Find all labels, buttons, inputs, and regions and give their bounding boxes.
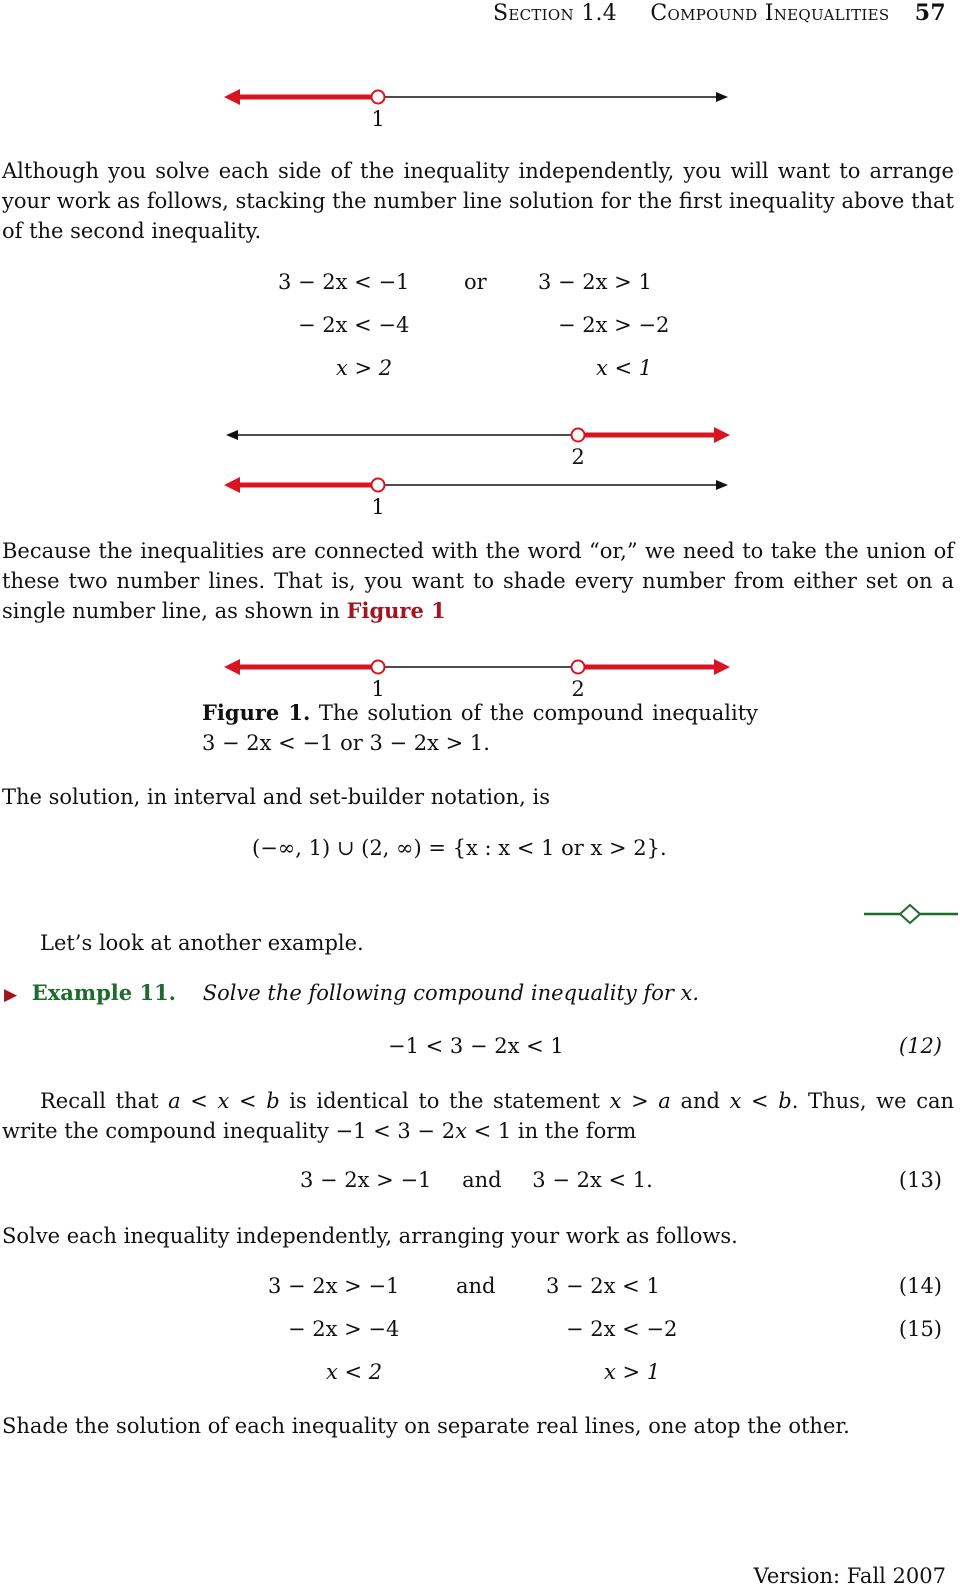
shade-arrow-left xyxy=(224,477,240,493)
work2-right-1: 3 − 2x < 1 xyxy=(546,1274,660,1298)
work1-left-2: − 2x < −4 xyxy=(298,313,410,337)
paragraph-union-text: Because the inequalities are connected with the word “or,” we need to take the union of these two number lines. That is, you want to shade every number from either set on a single number line, as shown in xyxy=(2,539,954,623)
equation-13-connector: and xyxy=(462,1168,502,1192)
equation-12-number: (12) xyxy=(898,1034,942,1058)
version-footer: Version: Fall 2007 xyxy=(753,1564,946,1588)
open-endpoint-1 xyxy=(372,661,385,674)
axis-arrow-right xyxy=(716,480,728,490)
work1-right-3: x < 1 xyxy=(596,356,653,380)
paragraph-solution-intro: The solution, in interval and set-builder notation, is xyxy=(2,785,550,809)
work2-left-1: 3 − 2x > −1 xyxy=(268,1274,400,1298)
paragraph-another-example: Let’s look at another example. xyxy=(40,931,364,955)
axis-arrow-right xyxy=(716,92,728,102)
paragraph-arrange-work: Although you solve each side of the inequality independently, you will want to arrange your work as follows, stacking the number line solution for the first inequality above that of the second inequality. xyxy=(2,159,954,243)
tick-label-2: 2 xyxy=(571,445,585,469)
figure-1-number-line xyxy=(0,652,960,701)
equation-13-right: 3 − 2x < 1. xyxy=(532,1168,653,1192)
equation-13 xyxy=(300,1168,653,1192)
open-endpoint-1 xyxy=(372,479,385,492)
work2-connector: and xyxy=(456,1274,496,1298)
figure-1-caption-text: The solution of the compound inequality 3 − 2x < −1 or 3 − 2x > 1. xyxy=(202,701,758,755)
open-endpoint-1 xyxy=(372,91,385,104)
open-endpoint-2 xyxy=(572,661,585,674)
work1-left-1: 3 − 2x < −1 xyxy=(278,270,410,294)
example-marker-icon: ▶ xyxy=(4,985,18,1005)
example-prompt: Solve the following compound inequality for x. xyxy=(202,981,700,1005)
equation-14-number: (14) xyxy=(898,1274,942,1298)
work1-connector: or xyxy=(464,270,487,294)
recall-text-4: . Thus, we can write the compound inequality −1 < 3 − 2 xyxy=(2,1089,955,1143)
recall-math-3: x < b xyxy=(729,1089,792,1113)
shade-arrow-left xyxy=(224,659,240,675)
paragraph-shade-solution: Shade the solution of each inequality on separate real lines, one atop the other. xyxy=(2,1414,850,1438)
paragraph-solve-each: Solve each inequality independently, arranging your work as follows. xyxy=(2,1224,738,1248)
work1-right-2: − 2x > −2 xyxy=(558,313,670,337)
recall-text-3: and xyxy=(670,1089,730,1113)
equation-12: −1 < 3 − 2x < 1 xyxy=(388,1034,564,1058)
equation-15-number: (15) xyxy=(898,1317,942,1341)
page-number: 57 xyxy=(914,0,946,26)
figure-1-caption xyxy=(202,698,758,758)
tick-label-1: 1 xyxy=(371,677,385,701)
number-line-top xyxy=(0,82,960,131)
recall-text-1: Recall that xyxy=(40,1089,169,1113)
open-endpoint-2 xyxy=(572,429,585,442)
work2-right-2: − 2x < −2 xyxy=(566,1317,678,1341)
work2-right-3: x > 1 xyxy=(604,1360,661,1384)
paragraph-recall xyxy=(2,1086,954,1146)
figure-1-caption-label: Figure 1. xyxy=(202,700,311,725)
recall-math-2: x > a xyxy=(609,1089,671,1113)
paragraph-union xyxy=(2,536,954,626)
recall-text-2: is identical to the statement xyxy=(279,1089,610,1113)
equation-13-left: 3 − 2x > −1 xyxy=(300,1168,432,1192)
work2-left-3: x < 2 xyxy=(326,1360,383,1384)
work1-left-3: x > 2 xyxy=(336,356,393,380)
recall-math-1: a < x < b xyxy=(168,1089,280,1113)
shade-arrow-left xyxy=(224,89,240,105)
number-line-work-lower xyxy=(0,470,960,519)
shade-arrow-right xyxy=(714,427,730,443)
work1-right-1: 3 − 2x > 1 xyxy=(538,270,652,294)
section-title: Compound Inequalities xyxy=(650,1,890,26)
tick-label-1: 1 xyxy=(371,107,385,131)
axis-arrow-left xyxy=(226,430,238,440)
example-11-heading xyxy=(4,980,699,1005)
running-header xyxy=(493,0,946,26)
number-line-work-upper xyxy=(0,420,960,469)
shade-arrow-right xyxy=(714,659,730,675)
solution-display: (−∞, 1) ∪ (2, ∞) = {x : x < 1 or x > 2}. xyxy=(252,836,667,860)
example-label: Example 11. xyxy=(31,980,176,1005)
equation-13-number: (13) xyxy=(898,1168,942,1192)
work2-left-2: − 2x > −4 xyxy=(288,1317,400,1341)
section-label: Section 1.4 xyxy=(492,1,618,26)
tick-label-2: 2 xyxy=(571,677,585,701)
figure-1-link[interactable]: Figure 1 xyxy=(346,598,446,623)
end-of-example-icon xyxy=(0,900,960,930)
recall-text-5: < 1 in the form xyxy=(466,1119,637,1143)
recall-math-4: x xyxy=(455,1119,467,1143)
tick-label-1: 1 xyxy=(371,495,385,519)
